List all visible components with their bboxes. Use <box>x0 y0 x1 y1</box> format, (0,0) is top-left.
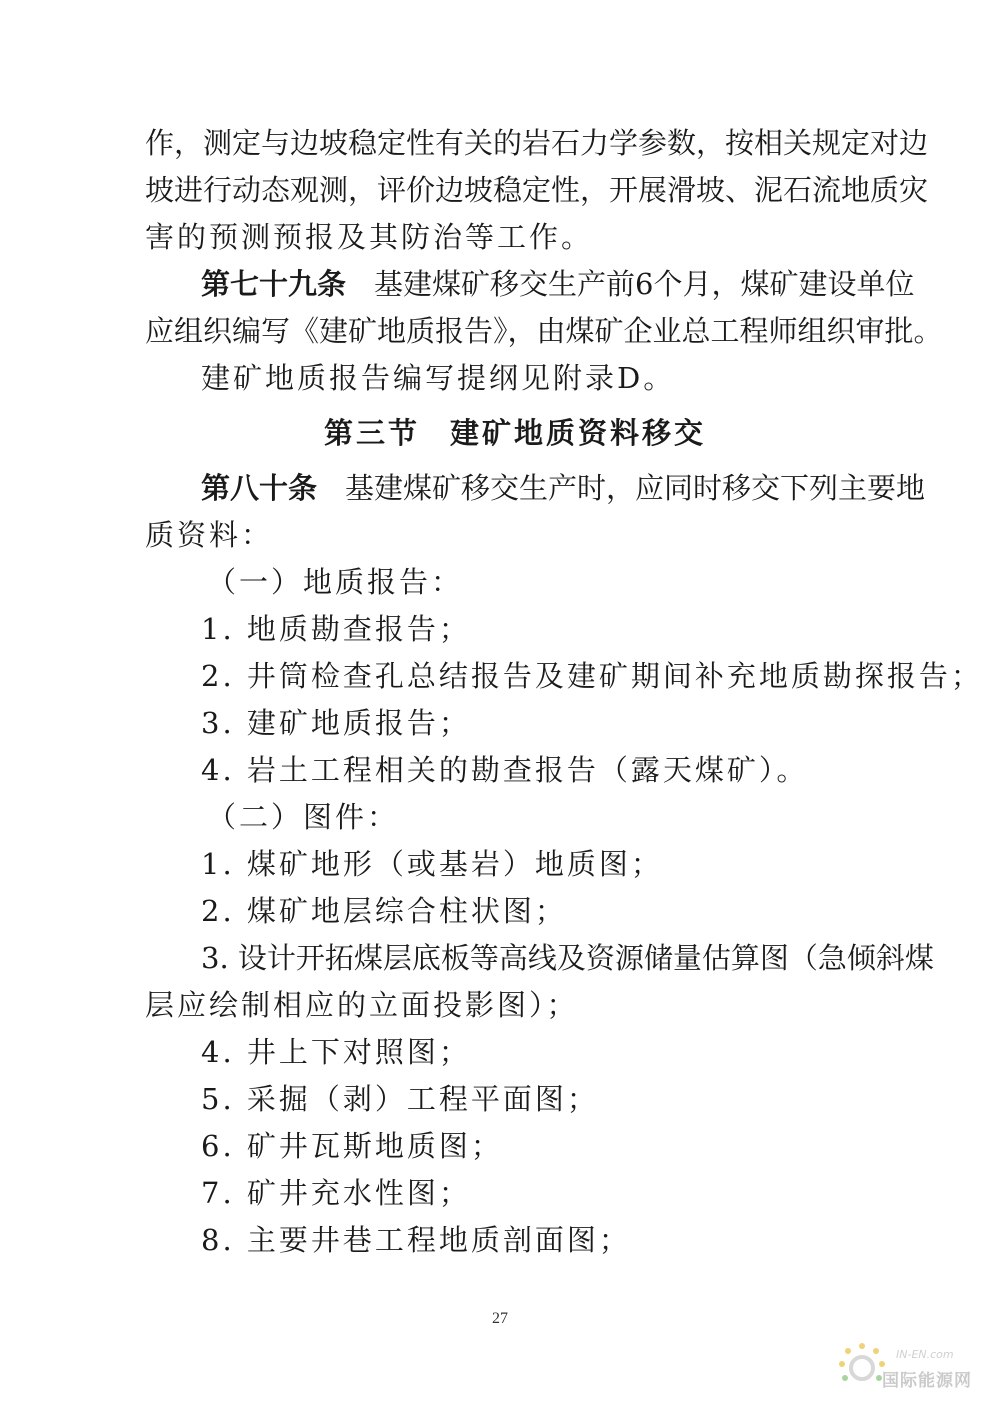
list-item: 1. 煤矿地形（或基岩）地质图； <box>201 847 663 881</box>
watermark-site: IN-EN.com <box>896 1348 954 1361</box>
article-80-text: 基建煤矿移交生产时，应同时移交下列主要地 <box>345 471 926 505</box>
watermark-logo <box>834 1338 984 1396</box>
document-page <box>145 120 983 1264</box>
section-label: 第三节 <box>323 416 420 450</box>
list-item: 8. 主要井巷工程地质剖面图； <box>201 1223 631 1257</box>
list-item: 2. 煤矿地层综合柱状图； <box>201 894 567 928</box>
list-item-continuation: 层应绘制相应的立面投影图）； <box>145 988 579 1022</box>
article-79-label: 第七十九条 <box>201 267 347 301</box>
article-80-line-1 <box>145 465 926 512</box>
list-item: 7. 矿井充水性图； <box>201 1176 471 1210</box>
outline-note: 建矿地质报告编写提纲见附录D。 <box>201 361 676 395</box>
article-80-line-2: 质资料： <box>145 518 274 552</box>
paragraph-line: 作，测定与边坡稳定性有关的岩石力学参数，按相关规定对边 <box>145 126 929 160</box>
page-number: 27 <box>492 1310 508 1327</box>
list-item: 3. 建矿地质报告； <box>201 706 471 740</box>
paragraph-line: 坡进行动态观测，评价边坡稳定性，开展滑坡、泥石流地质灾 <box>145 173 929 207</box>
list-item: 2. 井筒检查孔总结报告及建矿期间补充地质勘探报告； <box>201 659 983 693</box>
paragraph-line: 害的预测预报及其防治等工作。 <box>145 220 594 254</box>
list-item: 4. 岩土工程相关的勘查报告（露天煤矿）。 <box>201 753 809 787</box>
list-item: 4. 井上下对照图； <box>201 1035 471 1069</box>
article-80-label: 第八十条 <box>201 471 318 505</box>
list-item: 6. 矿井瓦斯地质图； <box>201 1129 503 1163</box>
article-79-line-1 <box>145 261 915 308</box>
group-heading-reports: （一）地质报告： <box>207 565 464 599</box>
list-item: 5. 采掘（剥）工程平面图； <box>201 1082 599 1116</box>
article-79-text: 基建煤矿移交生产前6个月，煤矿建设单位 <box>374 267 915 301</box>
section-heading <box>145 410 885 457</box>
article-79-line-2: 应组织编写《建矿地质报告》，由煤矿企业总工程师组织审批。 <box>145 314 943 348</box>
section-title: 建矿地质资料移交 <box>450 416 707 450</box>
watermark-name: 国际能源网 <box>882 1371 972 1391</box>
group-heading-drawings: （二）图件： <box>207 800 400 834</box>
list-item: 1. 地质勘查报告； <box>201 612 471 646</box>
list-item: 3. 设计开拓煤层底板等高线及资源储量估算图（急倾斜煤 <box>201 941 934 975</box>
